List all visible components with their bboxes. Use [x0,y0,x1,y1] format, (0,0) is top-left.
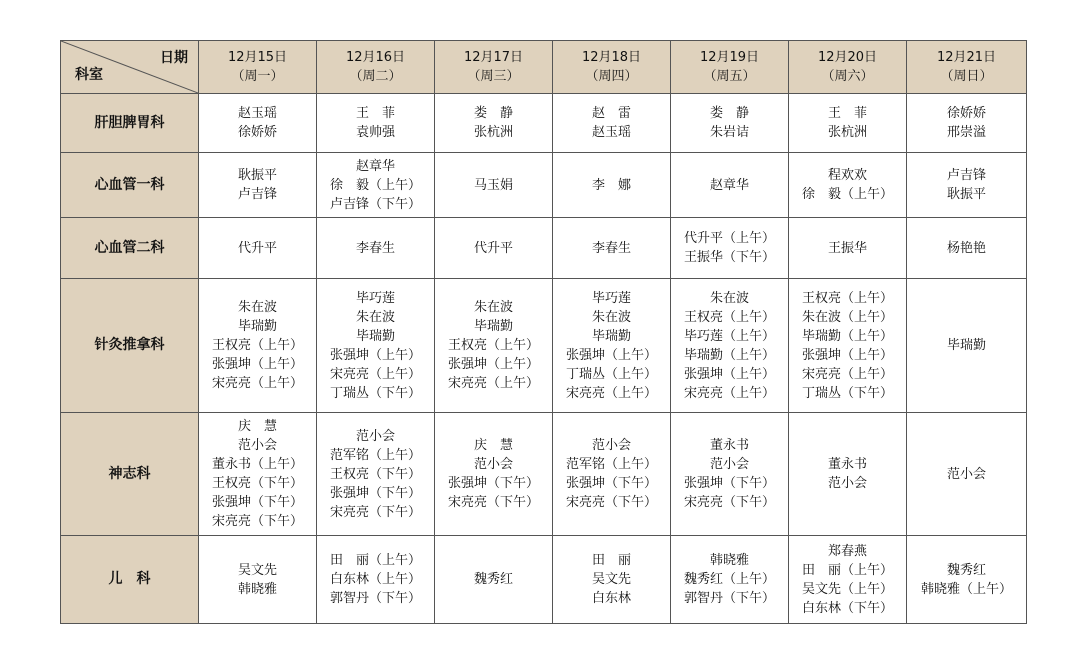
duty-entry: 宋亮亮（上午） [683,385,775,401]
duty-entry: 王权亮（上午） [683,309,775,325]
duty-cell [553,279,671,413]
duty-entry: 张杭洲 [473,125,513,140]
duty-entry: 范小会 [709,457,749,472]
duty-entry: 李春生 [591,240,631,256]
duty-entry: 王权亮（上午） [801,290,893,306]
dept-row [61,536,1027,624]
duty-entry: 耿振平 [237,168,277,183]
duty-entry: 张杭洲 [827,125,867,140]
duty-cell [435,413,553,536]
dept-row [61,413,1027,536]
dept-row [61,153,1027,218]
duty-cell [907,536,1027,624]
duty-cell [789,94,907,153]
duty-entry: 徐娇娇 [946,106,986,121]
duty-cell [435,94,553,153]
duty-cell [317,94,435,153]
duty-entry: 张强坤（下午） [683,476,775,491]
duty-entry: 代升平 [473,240,513,256]
day-weekday: （周六） [821,69,874,84]
duty-entry: 吴文先（上午） [801,581,893,597]
duty-entry: 朱在波 [591,309,631,325]
duty-entry: 张强坤（上午） [447,357,539,372]
duty-entry: 丁瑞丛（下午） [801,385,893,401]
duty-cell [671,413,789,536]
header-row [61,41,1027,94]
duty-entry: 董永书 [827,457,867,472]
day-date: 12月16日 [345,50,406,65]
day-header [671,41,789,94]
duty-cell [789,153,907,218]
duty-entry: 卢吉锋（下午） [329,196,421,212]
duty-entry: 娄 静 [709,106,749,121]
day-weekday: （周四） [585,69,638,84]
duty-entry: 朱在波（上午） [801,309,893,325]
duty-cell [907,94,1027,153]
day-header [435,41,553,94]
duty-cell [199,536,317,624]
duty-entry: 吴文先 [591,572,631,587]
duty-cell [553,218,671,279]
dept-row [61,279,1027,413]
day-date: 12月18日 [581,50,642,65]
corner-header-cell [61,41,199,94]
duty-cell [435,279,553,413]
duty-entry: 王权亮（上午） [211,338,303,353]
duty-cell [317,413,435,536]
duty-entry: 杨艳艳 [946,240,986,256]
duty-entry: 张强坤（上午） [211,357,303,372]
day-header [789,41,907,94]
duty-entry: 徐 毅（上午） [329,177,421,193]
duty-entry: 张强坤（下午） [565,476,657,491]
duty-entry: 赵章华 [709,177,749,193]
day-date: 12月19日 [699,50,760,65]
schedule-body [61,94,1027,624]
duty-entry: 邢崇溢 [946,125,986,140]
duty-entry: 宋亮亮（上午） [447,376,539,391]
duty-schedule-table [60,40,1027,624]
duty-entry: 赵 雷 [591,106,631,121]
day-date: 12月20日 [817,50,878,65]
duty-entry: 代升平 [237,240,277,256]
duty-cell [907,153,1027,218]
duty-cell [199,153,317,218]
duty-cell [671,94,789,153]
duty-entry: 郭智丹（下午） [683,591,775,606]
duty-entry: 代升平（上午） [683,231,775,246]
corner-dept-label: 科室 [75,67,103,83]
duty-entry: 王振华（下午） [683,250,775,265]
duty-cell [789,218,907,279]
duty-cell [435,218,553,279]
day-header [907,41,1027,94]
duty-entry: 李春生 [355,240,395,256]
duty-entry: 朱在波 [709,290,749,306]
duty-entry: 毕瑞勤（上午） [683,347,775,363]
dept-name-cell: 肝胆脾胃科 [61,94,199,153]
duty-cell [317,279,435,413]
duty-entry: 卢吉锋 [237,187,277,202]
duty-entry: 宋亮亮（下午） [565,495,657,510]
duty-entry: 赵玉瑶 [591,125,631,140]
duty-entry: 王权亮（下午） [329,466,421,482]
duty-entry: 范小会 [827,476,867,491]
duty-entry: 张强坤（上午） [565,347,657,363]
duty-entry: 白东林（下午） [801,600,893,616]
duty-entry: 范军铭（上午） [565,457,657,472]
duty-entry: 毕巧莲 [355,290,395,306]
duty-cell [671,536,789,624]
duty-cell [671,153,789,218]
duty-cell [199,279,317,413]
duty-entry: 范军铭（上午） [329,447,421,463]
duty-entry: 徐娇娇 [237,125,277,140]
duty-entry: 王 菲 [827,106,867,121]
duty-cell [671,279,789,413]
duty-entry: 张强坤（上午） [801,347,893,363]
dept-name-cell: 神志科 [61,413,199,536]
duty-entry: 庆 慧 [237,419,277,434]
day-date: 12月15日 [227,50,288,65]
duty-entry: 宋亮亮（上午） [565,385,657,401]
duty-entry: 张强坤（下午） [447,476,539,491]
duty-entry: 吴文先 [237,562,277,578]
duty-entry: 朱在波 [355,309,395,325]
duty-entry: 郑春燕 [827,543,867,559]
duty-cell [553,413,671,536]
duty-entry: 毕瑞勤（上午） [801,328,893,344]
day-weekday: （周五） [703,69,756,84]
duty-entry: 宋亮亮（上午） [329,366,421,382]
duty-entry: 韩晓雅 [709,553,749,568]
duty-entry: 毕巧莲 [591,290,631,306]
duty-cell [789,536,907,624]
duty-cell [907,413,1027,536]
duty-entry: 毕瑞勤 [355,328,395,344]
dept-name-cell: 心血管一科 [61,153,199,218]
duty-entry: 白东林（上午） [329,572,421,587]
day-date: 12月21日 [936,50,997,65]
corner-date-label: 日期 [160,50,188,66]
dept-name-cell: 针灸推拿科 [61,279,199,413]
duty-entry: 张强坤（上午） [683,366,775,382]
duty-entry: 范小会 [355,428,395,444]
duty-cell [199,413,317,536]
duty-entry: 王权亮（下午） [211,476,303,491]
duty-cell [553,536,671,624]
duty-cell [317,218,435,279]
duty-entry: 耿振平 [946,187,986,202]
duty-entry: 白东林 [591,591,631,606]
duty-cell [671,218,789,279]
duty-entry: 朱在波 [473,300,513,315]
duty-cell [435,153,553,218]
day-weekday: （周三） [467,69,520,84]
duty-entry: 宋亮亮（上午） [211,376,303,391]
duty-entry: 田 丽（上午） [801,562,893,578]
duty-cell [789,413,907,536]
duty-entry: 宋亮亮（上午） [801,366,893,382]
duty-entry: 董永书 [709,438,749,453]
duty-entry: 毕瑞勤 [946,338,986,353]
duty-entry: 毕瑞勤 [473,319,513,334]
duty-entry: 张强坤（上午） [329,347,421,363]
duty-entry: 魏秀红（上午） [683,572,775,587]
duty-entry: 宋亮亮（下午） [211,514,303,529]
duty-entry: 朱在波 [237,300,277,315]
duty-cell [907,218,1027,279]
duty-entry: 田 丽（上午） [329,553,421,568]
duty-entry: 娄 静 [473,106,513,121]
dept-name-cell: 心血管二科 [61,218,199,279]
duty-cell [317,153,435,218]
duty-entry: 韩晓雅（上午） [920,581,1012,597]
duty-entry: 丁瑞丛（上午） [565,366,657,382]
duty-entry: 田 丽 [591,553,631,568]
duty-entry: 马玉娟 [473,177,513,193]
day-date: 12月17日 [463,50,524,65]
duty-entry: 王振华 [827,240,867,256]
duty-entry: 张强坤（下午） [329,485,421,501]
duty-cell [553,153,671,218]
duty-entry: 宋亮亮（下午） [329,504,421,520]
duty-entry: 郭智丹（下午） [329,591,421,606]
day-weekday: （周二） [349,69,402,84]
duty-cell [317,536,435,624]
duty-entry: 程欢欢 [827,168,867,183]
day-weekday: （周日） [940,69,993,84]
duty-entry: 韩晓雅 [237,581,277,597]
dept-row [61,94,1027,153]
duty-entry: 董永书（上午） [211,457,303,472]
duty-entry: 王权亮（上午） [447,338,539,353]
duty-entry: 范小会 [591,438,631,453]
duty-entry: 范小会 [946,466,986,482]
day-header [199,41,317,94]
duty-cell [435,536,553,624]
duty-cell [199,218,317,279]
duty-entry: 魏秀红 [946,562,986,578]
duty-entry: 范小会 [473,457,513,472]
day-header [317,41,435,94]
duty-cell [199,94,317,153]
duty-entry: 宋亮亮（下午） [447,495,539,510]
duty-entry: 徐 毅（上午） [801,187,893,202]
duty-entry: 范小会 [237,438,277,453]
dept-row [61,218,1027,279]
duty-entry: 张强坤（下午） [211,495,303,510]
dept-name-cell: 儿 科 [61,536,199,624]
duty-cell [553,94,671,153]
duty-cell [907,279,1027,413]
day-header [553,41,671,94]
duty-entry: 毕瑞勤 [591,328,631,344]
duty-entry: 李 娜 [591,177,631,193]
duty-entry: 宋亮亮（下午） [683,495,775,510]
duty-entry: 卢吉锋 [946,168,986,183]
duty-entry: 朱岩诘 [709,125,749,140]
duty-entry: 丁瑞丛（下午） [329,385,421,401]
duty-entry: 魏秀红 [473,572,513,587]
duty-entry: 毕巧莲（上午） [683,328,775,344]
duty-entry: 王 菲 [355,106,395,121]
duty-entry: 毕瑞勤 [237,319,277,334]
duty-entry: 赵章华 [355,158,395,174]
duty-entry: 赵玉瑶 [237,106,277,121]
duty-cell [789,279,907,413]
duty-entry: 庆 慧 [473,438,513,453]
duty-entry: 袁帅强 [355,125,395,140]
day-weekday: （周一） [231,69,284,84]
